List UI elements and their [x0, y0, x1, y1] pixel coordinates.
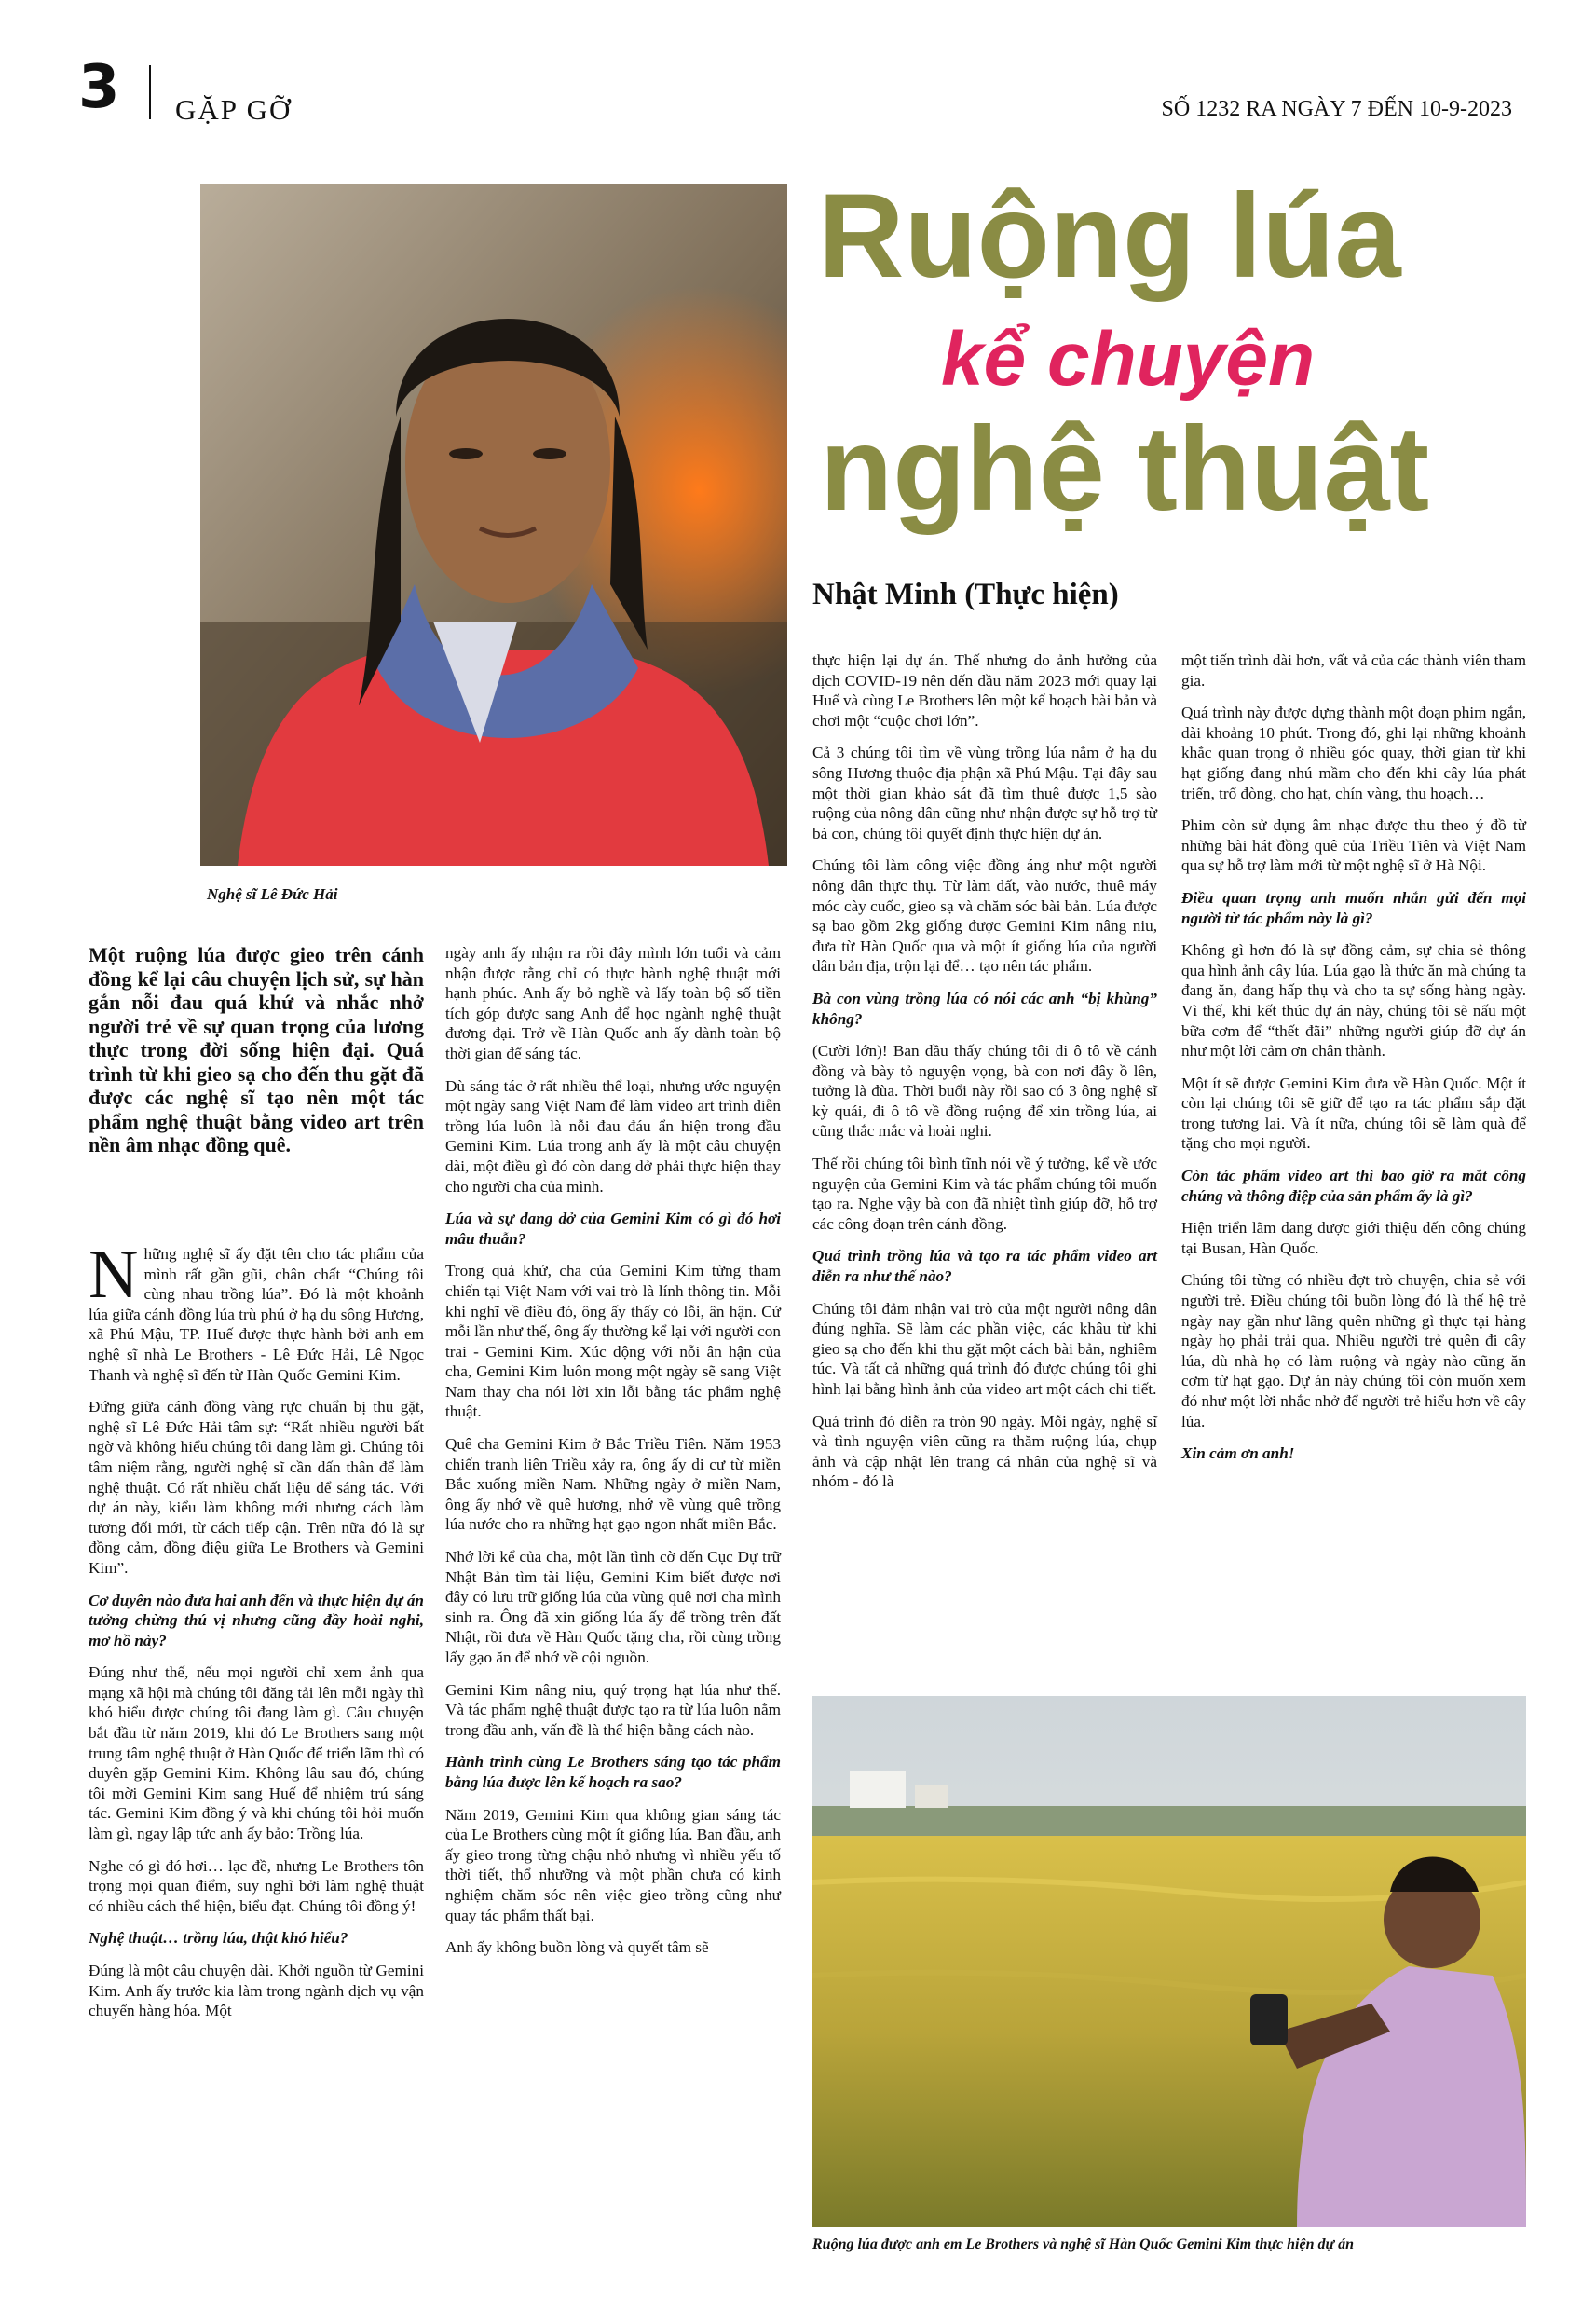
paragraph: Chúng tôi làm công việc đồng áng như một người nông dân thực thụ. Từ làm đất, vào nước, thuê máy móc cày cuốc, gieo sạ và chăm sóc bài bản. Lúa được sạ bao gồm 2kg giống được Gemini Kim nâng niu, đưa từ Hàn Quốc qua và một ít giống lúa của người dân bản địa, trộn lại để… tạo nên tác phẩm.: [812, 856, 1157, 976]
header-divider: [149, 65, 151, 119]
portrait-photo: [200, 184, 787, 866]
paragraph: Không gì hơn đó là sự đồng cảm, sự chia sẻ thông qua hình ảnh cây lúa. Lúa gạo là thức ăn mà chúng ta đang ăn, đang hấp thụ và cho ta sự sống hàng ngày. Vì thế, khi kết thúc dự án này, chúng tôi sẽ nấu một bữa cơm để “thết đãi” những người giúp đỡ dự án như một lời cảm ơn chân thành.: [1181, 941, 1526, 1060]
paragraph: Chúng tôi đảm nhận vai trò của một người nông dân đúng nghĩa. Sẽ làm các phần việc, các khâu từ khi gieo sạ cho đến khi thu gặt một cách bài bản, nghiêm túc. Và tất cả những quá trình đó được chúng tôi ghi hình lại bằng hình ảnh của video art một cách chi tiết.: [812, 1299, 1157, 1398]
paragraph: Quá trình đó diễn ra tròn 90 ngày. Mỗi ngày, nghệ sĩ và tình nguyện viên cũng ra thăm ruộng lúa, chụp ảnh và cập nhật lên trang cá nhân của nghệ sĩ và nhóm - đó là: [812, 1412, 1157, 1491]
paragraph: Cả 3 chúng tôi tìm về vùng trồng lúa nằm ở hạ du sông Hương thuộc địa phận xã Phú Mậu. Tại đây sau một thời gian khảo sát đã tìm thuê được 1,5 sào ruộng của nông dân cũng như nhận được sự hỗ trợ từ bà con, chúng tôi quyết định thực hiện dự án.: [812, 744, 1157, 842]
paragraph: Phim còn sử dụng âm nhạc được thu theo ý đồ từ những bài hát đồng quê của Triều Tiên và Việt Nam qua sự hỗ trợ làm mới từ một nghệ sĩ ở Hà Nội.: [1181, 816, 1526, 875]
paragraph: Năm 2019, Gemini Kim qua không gian sáng tác của Le Brothers cùng một ít giống lúa. Ban đầu, anh ấy gieo trong từng chậu nhỏ nhưng vì nhiều yếu tố thời tiết, thổ nhưỡng và một phần chưa có kinh nghiệm chăm sóc nên việc gieo trồng cũng như quay tác phẩm thất bại.: [445, 1805, 781, 1924]
interview-question: Hành trình cùng Le Brothers sáng tạo tác phẩm bằng lúa được lên kế hoạch ra sao?: [445, 1753, 781, 1791]
paragraph: Nghe có gì đó hơi… lạc đề, nhưng Le Brothers tôn trọng mọi quan điểm, suy nghĩ bởi làm nghệ thuật có nhiều cách thể hiện, biểu đạt. Chúng tôi đồng ý!: [89, 1856, 424, 1915]
paragraph: Thế rồi chúng tôi bình tĩnh nói về ý tưởng, kể về ước nguyện của Gemini Kim và tác phẩm chúng tôi muốn tạo ra. Nghe vậy bà con đã nhiệt tình giúp đỡ, hỗ trợ các công đoạn trên cánh đồng.: [812, 1155, 1157, 1233]
paragraph: Anh ấy không buồn lòng và quyết tâm sẽ: [445, 1938, 709, 1957]
paragraph: Quá trình này được dựng thành một đoạn phim ngắn, dài khoảng 10 phút. Trong đó, ghi lại những khoảnh khắc quan trọng ở nhiều góc quay, thời gian từ khi hạt giống đang nhú mầm cho đến khi cây lúa phát triển, trổ đòng, cho hạt, chín vàng, thu hoạch…: [1181, 704, 1526, 802]
paragraph: (Cười lớn)! Ban đầu thấy chúng tôi đi ô tô về cánh đồng và bày tỏ nguyện vọng, bà con nơi đây ồ lên, tưởng là đùa. Thời buổi này rồi sao có 3 ông nghệ sĩ kỳ quái, đi ô tô về đồng ruộng để xin trồng lúa, ai cũng thắc mắc và hoài nghi.: [812, 1042, 1157, 1141]
field-caption: Ruộng lúa được anh em Le Brothers và nghệ sĩ Hàn Quốc Gemini Kim thực hiện dự án: [812, 2237, 1354, 2252]
paragraph: Đúng như thế, nếu mọi người chỉ xem ảnh qua mạng xã hội mà chúng tôi đăng tải lên mỗi ngày thì khó hiểu được chúng tôi đang làm gì. Câu chuyện bắt đầu từ năm 2019, khi đó Le Brothers sang một trung tâm nghệ thuật ở Hàn Quốc để triển lãm thì có duyên gặp Gemini Kim. Không lâu sau đó, chúng tôi mời Gemini Kim sang Huế để nhiệm trú sáng tác. Gemini Kim đồng ý và khi chúng tôi hỏi muốn làm gì, ngay lập tức anh ấy bảo: Trồng lúa.: [89, 1663, 424, 1843]
column-2: [445, 943, 781, 1970]
paragraph: ngày anh ấy nhận ra rồi đây mình lớn tuổi và cảm nhận được rằng chỉ có thực hành nghệ thuật mới hạnh phúc. Anh ấy bỏ nghề và lấy toàn bộ số tiền tích góp được sang Anh để học ngành nghệ thuật đương đại. Trở về Hàn Quốc anh ấy dành toàn bộ thời gian để sáng tác.: [445, 944, 781, 1062]
column-3: [812, 650, 1157, 1504]
section-name: GẶP GỠ: [175, 93, 293, 126]
paragraph: Hiện triển lãm đang được giới thiệu đến công chúng tại Busan, Hàn Quốc.: [1181, 1219, 1526, 1257]
paragraph: Dù sáng tác ở rất nhiều thể loại, nhưng ước nguyện một ngày sang Việt Nam để làm video art trình diễn trồng lúa luôn là nỗi đau đáu ẩn hiện trong đầu Gemini Kim. Lúa trong anh ấy là một câu chuyện dài, một điều gì đó còn dang dở phải thực hiện thay cho người cha của mình.: [445, 1076, 781, 1196]
title-line-3: nghệ thuật: [820, 403, 1430, 536]
interview-question: Lúa và sự dang dở của Gemini Kim có gì đó hơi mâu thuẫn?: [445, 1210, 781, 1248]
byline: Nhật Minh (Thực hiện): [812, 578, 1119, 611]
interview-question: Quá trình trồng lúa và tạo ra tác phẩm video art diễn ra như thế nào?: [812, 1247, 1157, 1286]
paragraph: Chúng tôi từng có nhiều đợt trò chuyện, chia sẻ với người trẻ. Điều chúng tôi buồn lòng đó là thế hệ trẻ ngày nay gần như lãng quên những gì thực tại hàng ngày họ phải trải qua. Nhiều người trẻ quên đi cây lúa, dù nhà họ có làm ruộng và ngày nào cũng ăn cơm từ hạt gạo. Dự án này chúng tôi còn muốn xem đó như một lời nhắc nhở để người trẻ hiểu hơn về cây lúa.: [1181, 1271, 1527, 1430]
interview-question: Còn tác phẩm video art thì bao giờ ra mắt công chúng và thông điệp của sản phẩm ấy là gì?: [1181, 1167, 1526, 1205]
paragraph: Quê cha Gemini Kim ở Bắc Triều Tiên. Năm 1953 chiến tranh liên Triều xảy ra, ông ấy di cư từ miền Bắc xuống miền Nam. Những ngày ở miền Nam, ông ấy nhớ về quê hương, nhớ về vùng quê trồng lúa nước cho ra những hạt gạo ngon nhất miền Bắc.: [445, 1435, 781, 1534]
paragraph: một tiến trình dài hơn, vất vả của các thành viên tham gia.: [1181, 651, 1526, 690]
paragraph: Một ít sẽ được Gemini Kim đưa về Hàn Quốc. Một ít còn lại chúng tôi sẽ giữ để tạo ra tác phẩm sắp đặt trong tương lai. Và ít nữa, chúng tôi sẽ làm quà để tặng cho mọi người.: [1181, 1074, 1526, 1153]
paragraph: Đứng giữa cánh đồng vàng rực chuẩn bị thu gặt, nghệ sĩ Lê Đức Hải tâm sự: “Rất nhiều người bất ngờ và không hiểu chúng tôi đang làm gì. Chúng tôi tâm niệm rằng, người nghệ sĩ cần dấn thân để làm nghệ thuật. Có rất nhiều chất liệu để sáng tác. Với dự án này, kiểu làm không mới nhưng cách làm tương đối mới, từ cách tiếp cận. Trên nữa đó là sự đồng cảm, đồng điệu giữa Le Brothers và Gemini Kim”.: [89, 1398, 424, 1577]
lead-paragraph: Một ruộng lúa được gieo trên cánh đồng kể lại câu chuyện lịch sử, sự hàn gắn nỗi đau quá khứ và nhắc nhở người trẻ về sự quan trọng của lương thực trong đời sống hiện đại. Quá trình từ khi gieo sạ cho đến thu gặt đã được các nghệ sĩ tạo nên một tác phẩm nghệ thuật bằng video art trên nền âm nhạc đồng quê.: [89, 943, 424, 1156]
paragraph: thực hiện lại dự án. Thế nhưng do ảnh hưởng của dịch COVID-19 nên đến đầu năm 2023 mới quay lại Huế và cùng Le Brothers lên một kế hoạch bài bản và chơi một “cuộc chơi lớn”.: [812, 651, 1157, 730]
closing-thanks: Xin cảm ơn anh!: [1181, 1444, 1295, 1463]
interview-question: Cơ duyên nào đưa hai anh đến và thực hiện dự án tưởng chừng thú vị nhưng cũng đầy hoài nghi, mơ hồ này?: [89, 1591, 424, 1649]
interview-question: Bà con vùng trồng lúa có nói các anh “bị khùng” không?: [812, 989, 1157, 1028]
paragraph: Đúng là một câu chuyện dài. Khởi nguồn từ Gemini Kim. Anh ấy trước kia làm trong ngành dịch vụ vận chuyển hàng hóa. Một: [89, 1962, 424, 2020]
rice-field-photo: [812, 1696, 1526, 2227]
paragraph: Trong quá khứ, cha của Gemini Kim từng tham chiến tại Việt Nam với vai trò là lính thông tin. Mỗi khi nghĩ về điều đó, ông ấy thấy có lỗi, ân hận. Cứ mỗi lần như thế, ông ấy thường kể lại với người con trai - Gemini Kim. Xúc động với nỗi ân hận của cha, Gemini Kim luôn mong một ngày sẽ sang Việt Nam thay cha nói lời xin lỗi bằng tác phẩm nghệ thuật.: [445, 1262, 781, 1421]
page-number: 3: [78, 53, 120, 122]
drop-cap: N: [89, 1237, 139, 1313]
title-line-1: Ruộng lúa: [818, 170, 1401, 303]
paragraph: Gemini Kim nâng niu, quý trọng hạt lúa như thế. Và tác phẩm nghệ thuật được tạo ra từ lúa luôn nằm trong đầu anh, vấn đề là thể hiện bằng cách nào.: [445, 1680, 781, 1739]
issue-info: SỐ 1232 RA NGÀY 7 ĐẾN 10-9-2023: [1161, 97, 1512, 121]
portrait-caption: Nghệ sĩ Lê Đức Hải: [207, 885, 338, 903]
paragraph: Nhớ lời kể của cha, một lần tình cờ đến Cục Dự trữ Nhật Bản tìm tài liệu, Gemini Kim biết được nơi đây có lưu trữ giống lúa của vùng quê nơi cha mình sinh ra. Ông đã xin giống lúa ấy để trồng trên đất Nhật, rồi đưa về Hàn Quốc tặng cha, rồi cùng trồng lấy gạo ăn để nhớ về cội nguồn.: [445, 1548, 781, 1666]
paragraph: Những nghệ sĩ ấy đặt tên cho tác phẩm của mình rất gần gũi, chân chất “Chúng tôi cùng nhau trồng lúa”. Đó là một khoảnh lúa giữa cánh đồng lúa trù phú ở hạ du sông Hương, xã Phú Mậu, TP. Huế được thực hành bởi anh em nghệ sĩ nhà Le Brothers - Lê Đức Hải, Lê Ngọc Thanh và nghệ sĩ đến từ Hàn Quốc Gemini Kim.: [89, 1237, 424, 1384]
column-1: [89, 1237, 424, 2033]
column-4: [1181, 650, 1526, 1476]
interview-question: Nghệ thuật… trồng lúa, thật khó hiểu?: [89, 1929, 348, 1948]
title-line-2: kể chuyện: [941, 317, 1316, 402]
interview-question: Điều quan trọng anh muốn nhắn gửi đến mọi người từ tác phẩm này là gì?: [1181, 888, 1526, 927]
